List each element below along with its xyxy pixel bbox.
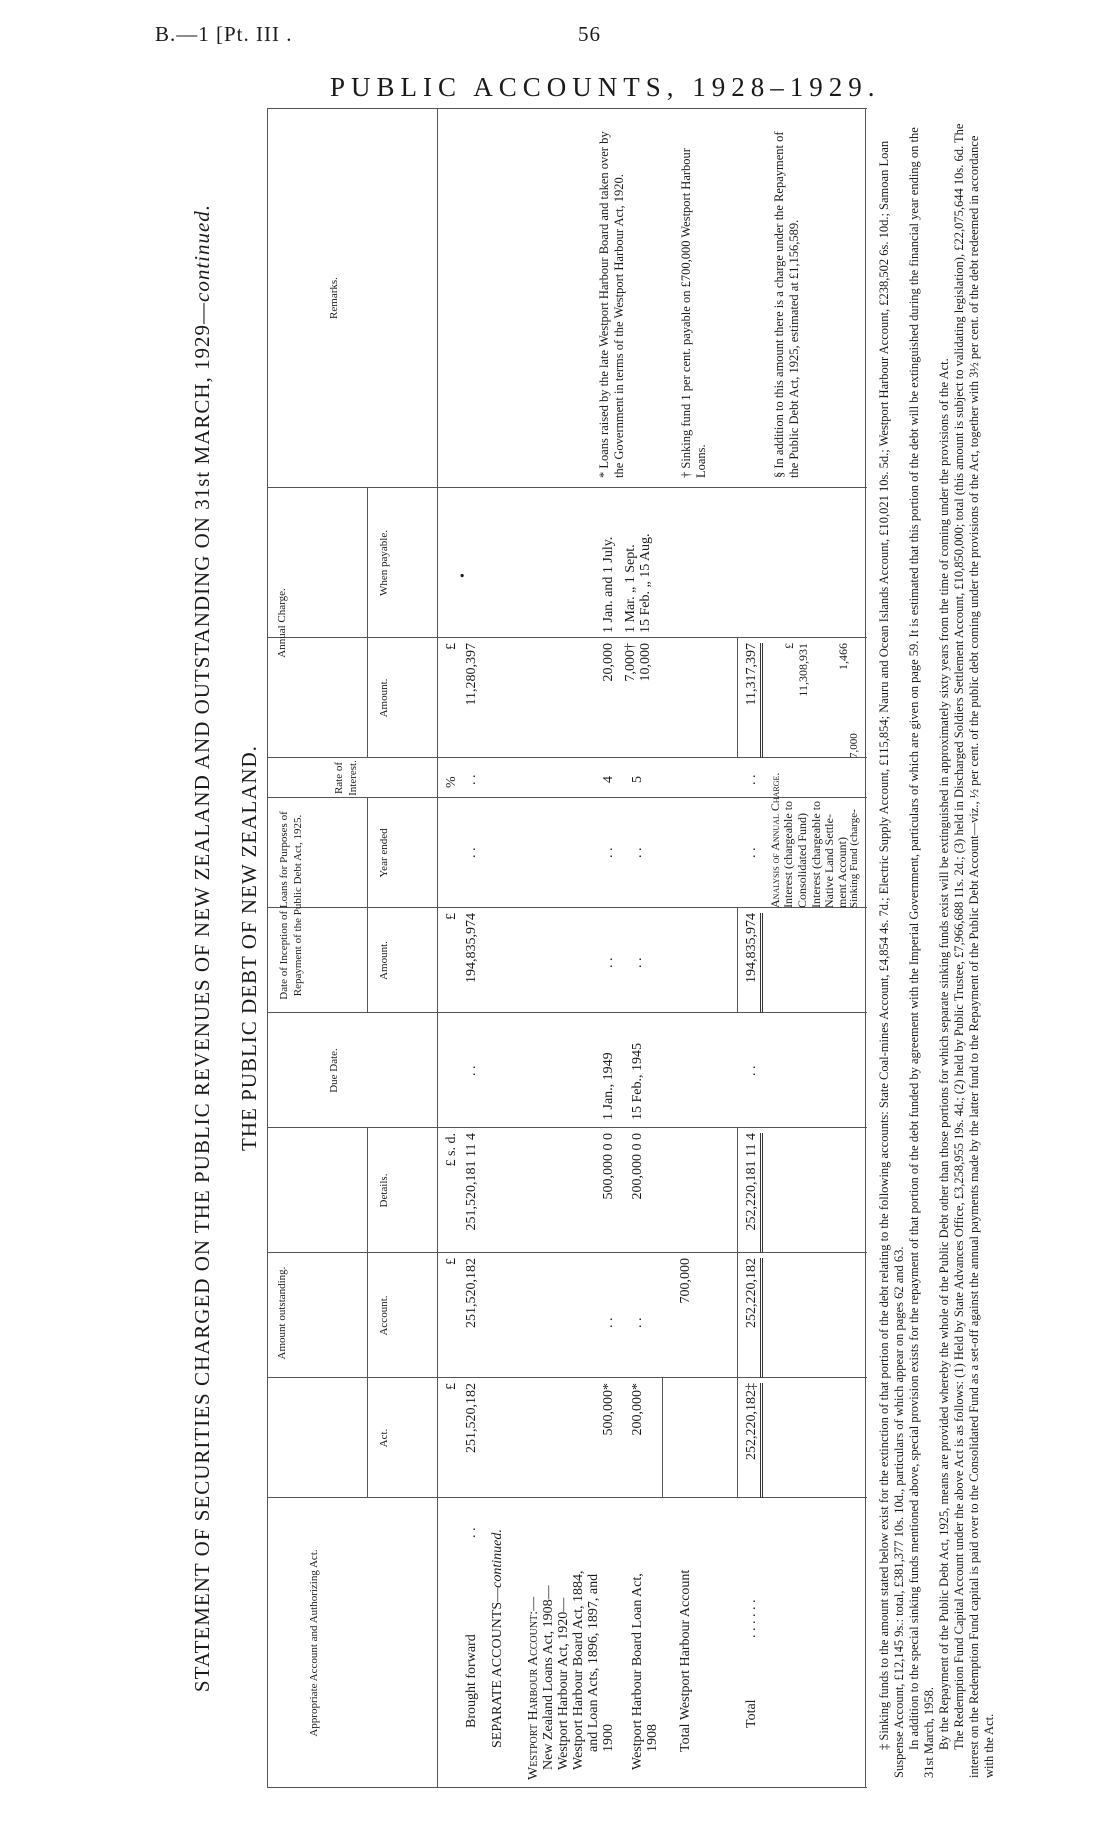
- board-act-1-due: 1 Jan., 1949: [601, 1052, 616, 1120]
- total-label: Total: [744, 1699, 759, 1728]
- total-westport-label: Total Westport Harbour Account: [678, 1569, 693, 1752]
- col-header-charge-amount: Amount.: [378, 678, 390, 718]
- board-act-2-act: 200,000*: [630, 1383, 645, 1436]
- col-header-remarks: Remarks.: [328, 277, 340, 319]
- page-reference: B.—1 [Pt. III .: [155, 22, 293, 46]
- col-header-when-payable: When payable.: [378, 530, 390, 596]
- col-header-act: Act.: [378, 1428, 390, 1448]
- unit-charge: £: [444, 643, 459, 650]
- dots: . .: [744, 847, 759, 858]
- dots: . .: [744, 774, 759, 785]
- board-act-2-label: Westport Harbour Board Loan Act,: [630, 1573, 645, 1770]
- analysis-line2c: ment Account): [835, 837, 849, 908]
- board-act-1-act: 500,000*: [601, 1383, 616, 1436]
- bf-details: 251,520,181 11 4: [464, 1133, 479, 1231]
- board-act-2-due: 15 Feb., 1945: [630, 1043, 645, 1120]
- dots: . .: [464, 1527, 479, 1538]
- dots: . .: [601, 1317, 616, 1328]
- footnote-2: In addition to the special sinking funds mentioned above, special provision exists for the repayment of that portion of the debt funded by agreement with the Imperial Government, particulars of which are given on page 59. It is estimated that this portion of the debt will be extinguished during the financial year ending on the 31st March, 1958.: [907, 127, 936, 1778]
- rotated-table-page: [177, 108, 1047, 1788]
- footnote-1: ‡ Sinking funds to the amount stated below exist for the extinction of that portion of the debt relating to the following accounts: State Coal-mines Account, £4,854 4s. 7d.; Electric Supply Account, £115,854; Nauru and Ocean Islands Account, £10,021 10s. 5d.; Westport Harbour Account, £238,502 6s. 10d.; Samoan Loan Suspense Account, £12,145 9s.: total, £381,377 10s. 10d., particulars of which appear on pages 62 and 63.: [877, 140, 906, 1778]
- dots: . .: [464, 847, 479, 858]
- dots: . .: [630, 957, 645, 968]
- board-act-2-when2: 15 Feb. „ 15 Aug.: [638, 533, 653, 633]
- col-header-year-ended: Year ended: [378, 828, 390, 878]
- analysis-amount3: 7,000: [848, 733, 860, 758]
- nz-loans-act: New Zealand Loans Act, 1908—: [541, 1585, 556, 1770]
- dots: . .: [744, 1065, 759, 1076]
- analysis-line1b: Consolidated Fund): [795, 813, 809, 908]
- analysis-amount2: 1,466: [836, 643, 850, 670]
- bf-inception-amount: 194,835,974: [464, 913, 479, 983]
- document-title: THE PUBLIC DEBT OF NEW ZEALAND.: [237, 745, 261, 1151]
- dots: . .: [601, 847, 616, 858]
- statement-title: [190, 108, 215, 1788]
- board-act-1-details: 500,000 0 0: [601, 1133, 616, 1200]
- board-act-1-charge: 20,000: [601, 643, 616, 682]
- footnote-4: The Redemption Fund Capital Account under the above Act is as follows: (1) Held by State Advances Office, £3,258,955 19s. 4d.; (2) held by Public Trustee, £7,966,688 11s. 2d.; (3) held in Discharged Soldiers Settlement Account, £10,850,000; total (this amount is subject to validating legislation), £22,075,644 10s. 6d. The interest on the Redemption Fund capital is paid over to the Consolidated Fund as a set-off against the annual payments made by the latter fund to the Repayment of the Public Debt Account—viz., ½ per cent. of the public debt coming under the provisions of the Act, together with 3½ per cent. of the debt redeemed in accordance with the Act.: [952, 123, 996, 1778]
- analysis-heading: Analysis of Annual Charge.: [768, 772, 782, 908]
- col-header-annual-charge: Annual Charge.: [276, 588, 288, 658]
- dots: . .: [601, 957, 616, 968]
- total-westport-account: 700,000: [678, 1258, 693, 1304]
- col-header-rate: Rate of Interest.: [333, 760, 359, 796]
- total-details: 252,220,181 11 4: [743, 1133, 763, 1253]
- separate-accounts-cont: continued.: [490, 1529, 505, 1588]
- board-act-1-rate: 4: [601, 776, 616, 783]
- unit-details: £ s. d.: [444, 1133, 459, 1167]
- remark-2: † Sinking fund 1 per cent. payable on £700,000 Westport Harbour Loans.: [679, 148, 708, 478]
- analysis-unit: £: [782, 643, 796, 649]
- col-header-inception: Date of Inception of Loans for Purposes of Repayment of the Public Debt Act, 1925.: [278, 811, 304, 1000]
- board-act-2-label2: 1908: [645, 1724, 660, 1752]
- dots: . .: [464, 774, 479, 785]
- bf-account: 251,520,182: [464, 1258, 479, 1328]
- unit-act: £: [444, 1383, 459, 1390]
- remark-1: * Loans raised by the late Westport Harbour Board and taken over by the Government in terms of the Westport Harbour Act, 1920.: [597, 131, 626, 478]
- board-act-2-charge1: 7,000†: [623, 643, 638, 682]
- dots: . .: [630, 1317, 645, 1328]
- westport-harbour-act: Westport Harbour Act, 1920—: [556, 1597, 571, 1770]
- col-header-inception-amount: Amount.: [378, 941, 390, 980]
- board-act-1-label2: and Loan Acts, 1896, 1897, and: [586, 1573, 601, 1752]
- westport-heading: Westport Harbour Account:—: [526, 1596, 541, 1780]
- total-charge: 11,317,397: [743, 643, 763, 758]
- unit-inception: £: [444, 913, 459, 920]
- board-act-1-label3: 1900: [601, 1724, 616, 1752]
- total-act: 252,220,182‡: [743, 1383, 763, 1498]
- analysis-amount1: 11,308,931: [796, 643, 810, 697]
- board-act-1-label: Westport Harbour Board Act, 1884,: [571, 1570, 586, 1770]
- analysis-line2a: Interest (chargeable to: [809, 800, 823, 908]
- col-header-amount-outstanding: Amount outstanding.: [276, 1266, 288, 1360]
- analysis-line2b: Native Land Settle-: [822, 814, 836, 908]
- statement-title-text: STATEMENT OF SECURITIES CHARGED ON THE PUBLIC REVENUES OF NEW ZEALAND AND OUTSTANDING ON 31st MARCH, 1929—: [190, 302, 214, 1693]
- statement-title-continued: continued.: [190, 203, 214, 302]
- analysis-line1a: Interest (chargeable to: [781, 800, 795, 908]
- unit-rate: %: [444, 776, 459, 788]
- board-act-2-details: 200,000 0 0: [630, 1133, 645, 1200]
- board-act-1-when: 1 Jan. and 1 July.: [601, 536, 616, 633]
- remark-3: § In addition to this amount there is a charge under the Repayment of the Public Debt Act, 1925, estimated at £1,156,589.: [772, 131, 801, 478]
- page-number: 56: [578, 22, 601, 46]
- row-brought-forward-label: Brought forward: [464, 1634, 479, 1728]
- footnote-3: By the Repayment of the Public Debt Act, 1925, means are provided whereby the whole of the Public Debt other than those portions for which separate sinking funds exist will be extinguished in approximately sixty years from the time of coming under the provisions of the Act.: [937, 358, 951, 1750]
- col-header-due-date: Due Date.: [328, 1048, 340, 1093]
- board-act-2-when1: 1 Mar. „ 1 Sept.: [623, 544, 638, 633]
- footnotes: [877, 118, 997, 1778]
- dots: . .: [464, 1065, 479, 1076]
- dot: •: [456, 573, 471, 578]
- total-inception-amount: 194,835,974: [743, 913, 763, 1013]
- analysis-line3a: Sinking Fund (charge-: [848, 809, 860, 908]
- col-header-account-col: Account.: [378, 1295, 390, 1336]
- bf-charge-amount: 11,280,397: [464, 643, 479, 706]
- board-act-2-charge2: 10,000: [638, 643, 653, 682]
- bf-act: 251,520,182: [464, 1383, 479, 1453]
- col-header-account: Appropriate Account and Authorizing Act.: [308, 1549, 320, 1737]
- running-title: PUBLIC ACCOUNTS, 1928–1929.: [330, 72, 881, 102]
- debt-table: [267, 108, 867, 1788]
- total-account: 252,220,182: [743, 1258, 763, 1378]
- board-act-2-rate: 5: [630, 776, 645, 783]
- dots: . . . . . .: [744, 1599, 759, 1638]
- dots: . .: [630, 847, 645, 858]
- unit-account: £: [444, 1258, 459, 1265]
- separate-accounts-heading: [489, 1529, 506, 1748]
- separate-accounts-text: SEPARATE ACCOUNTS—: [490, 1587, 505, 1748]
- col-header-details: Details.: [378, 1173, 390, 1208]
